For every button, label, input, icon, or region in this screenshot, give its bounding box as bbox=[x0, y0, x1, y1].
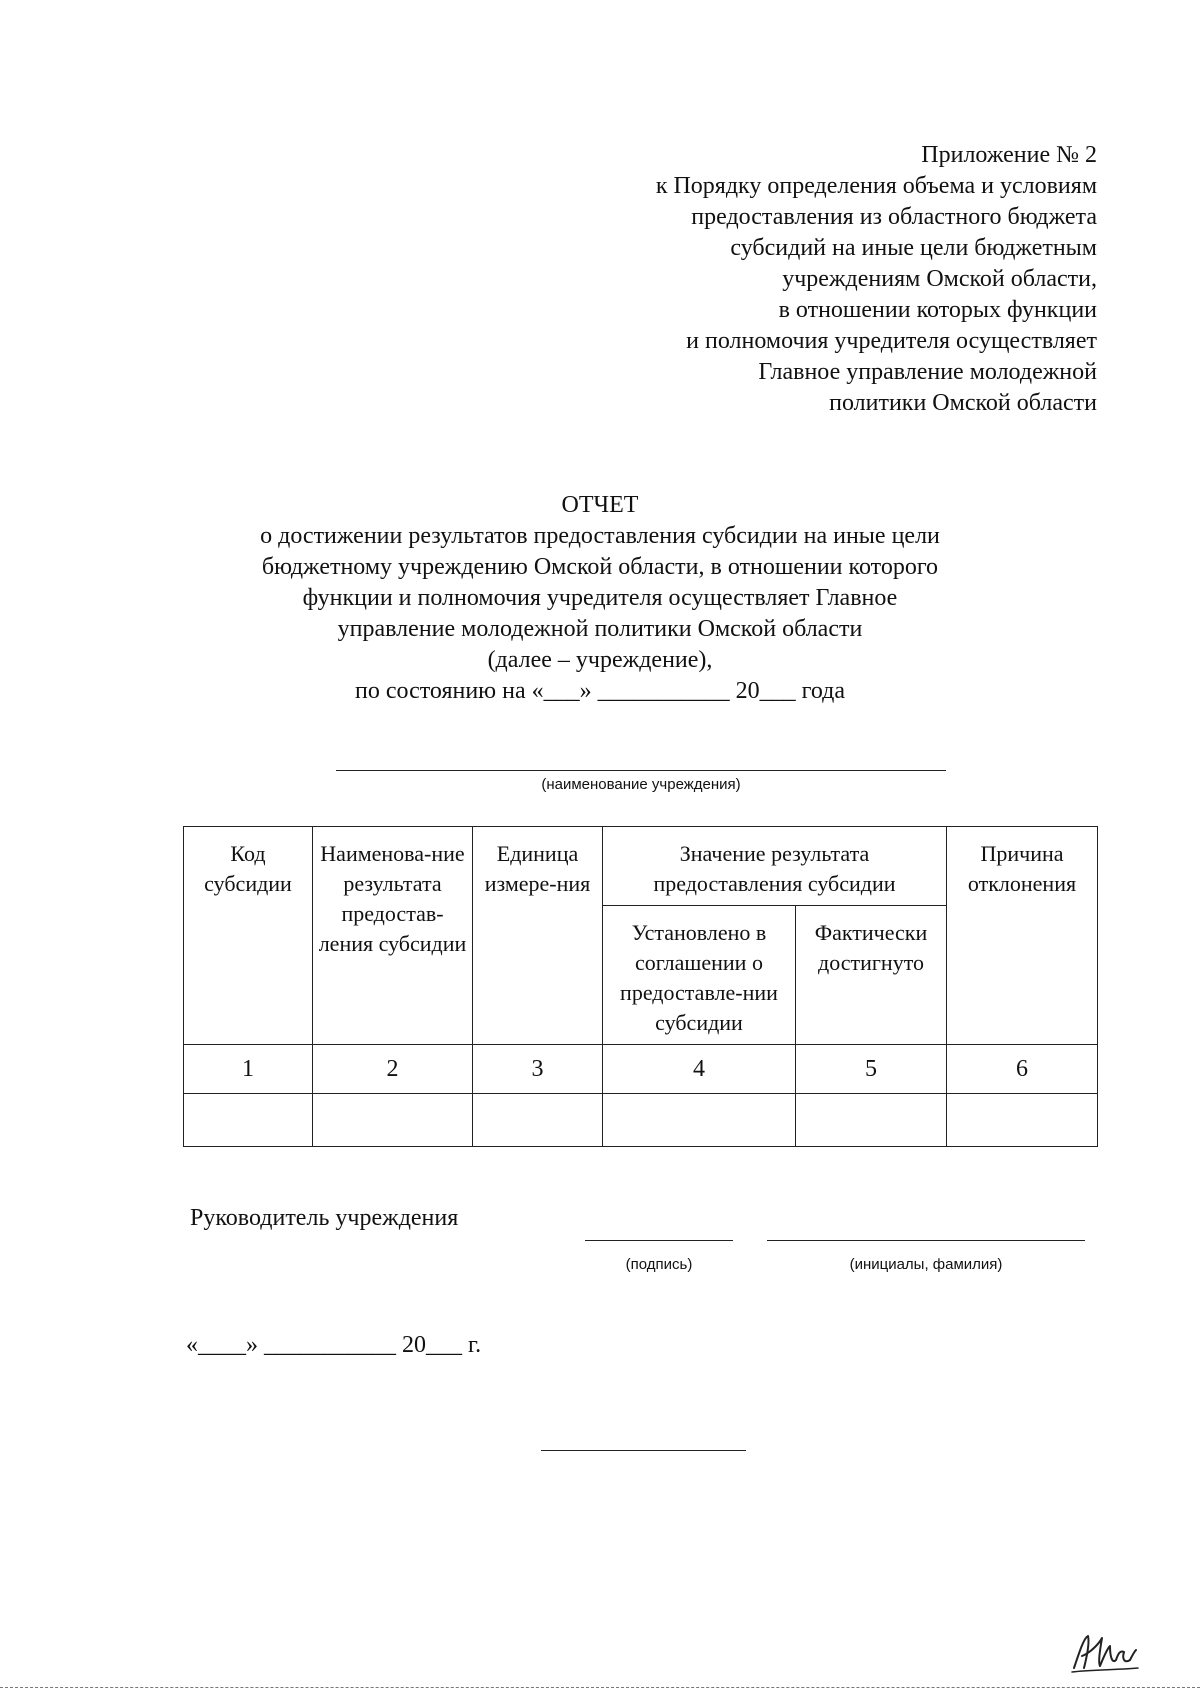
header-unit: Единица измере-ния bbox=[473, 827, 603, 1045]
table-cell bbox=[184, 1094, 313, 1147]
appendix-line: в отношении которых функции bbox=[778, 297, 1097, 323]
table-row bbox=[184, 1094, 1098, 1147]
report-title: ОТЧЕТ bbox=[561, 492, 639, 518]
table-cell bbox=[796, 1094, 947, 1147]
name-line bbox=[767, 1240, 1085, 1241]
column-number: 3 bbox=[473, 1045, 603, 1094]
table-number-row bbox=[184, 1045, 1098, 1094]
header-result-name: Наименова-ние результата предостав-ления субсидии bbox=[313, 827, 473, 1045]
header-value-group: Значение результата предоставления субсидии bbox=[603, 827, 947, 906]
table-cell bbox=[603, 1094, 796, 1147]
separator-line bbox=[541, 1450, 746, 1451]
header-reason: Причина отклонения bbox=[947, 827, 1098, 1045]
name-caption: (инициалы, фамилия) bbox=[849, 1256, 1003, 1273]
appendix-line: субсидий на иные цели бюджетным bbox=[730, 235, 1097, 261]
report-subtitle-line: о достижении результатов предоставления субсидии на иные цели bbox=[260, 523, 940, 549]
appendix-line: предоставления из областного бюджета bbox=[691, 204, 1097, 230]
appendix-line: политики Омской области bbox=[829, 390, 1097, 416]
column-number: 2 bbox=[313, 1045, 473, 1094]
results-table bbox=[183, 826, 1098, 1147]
page-bottom-rule bbox=[0, 1687, 1200, 1688]
report-subtitle-line: бюджетному учреждению Омской области, в отношении которого bbox=[261, 554, 939, 580]
appendix-line: учреждениям Омской области, bbox=[782, 266, 1097, 292]
column-number: 4 bbox=[603, 1045, 796, 1094]
table-cell bbox=[947, 1094, 1098, 1147]
column-number: 5 bbox=[796, 1045, 947, 1094]
signature-date-line: «____» ___________ 20___ г. bbox=[186, 1332, 482, 1358]
column-number: 6 bbox=[947, 1045, 1098, 1094]
table-cell bbox=[473, 1094, 603, 1147]
report-subtitle-line: функции и полномочия учредителя осуществляет Главное bbox=[302, 585, 898, 611]
institution-name-line bbox=[336, 770, 946, 771]
column-number: 1 bbox=[184, 1045, 313, 1094]
table-header-row bbox=[184, 827, 1098, 906]
table-cell bbox=[313, 1094, 473, 1147]
appendix-line: Приложение № 2 bbox=[921, 142, 1097, 168]
signature-caption: (подпись) bbox=[625, 1256, 693, 1273]
header-actual: Фактически достигнуто bbox=[796, 906, 947, 1045]
report-date-line: по состоянию на «___» ___________ 20___ года bbox=[354, 678, 846, 704]
appendix-header bbox=[656, 140, 1097, 419]
report-subtitle-line: (далее – учреждение), bbox=[487, 647, 713, 673]
header-planned: Установлено в соглашении о предоставле-нии субсидии bbox=[603, 906, 796, 1045]
report-title-block bbox=[150, 490, 1050, 707]
report-subtitle-line: управление молодежной политики Омской области bbox=[337, 616, 863, 642]
handwritten-initials-icon bbox=[1070, 1630, 1140, 1674]
appendix-line: и полномочия учредителя осуществляет bbox=[686, 328, 1097, 354]
signature-line bbox=[585, 1240, 733, 1241]
institution-name-caption: (наименование учреждения) bbox=[541, 776, 741, 793]
header-code: Код субсидии bbox=[184, 827, 313, 1045]
head-of-institution-label: Руководитель учреждения bbox=[190, 1205, 459, 1231]
appendix-line: Главное управление молодежной bbox=[758, 359, 1097, 385]
appendix-line: к Порядку определения объема и условиям bbox=[655, 173, 1097, 199]
